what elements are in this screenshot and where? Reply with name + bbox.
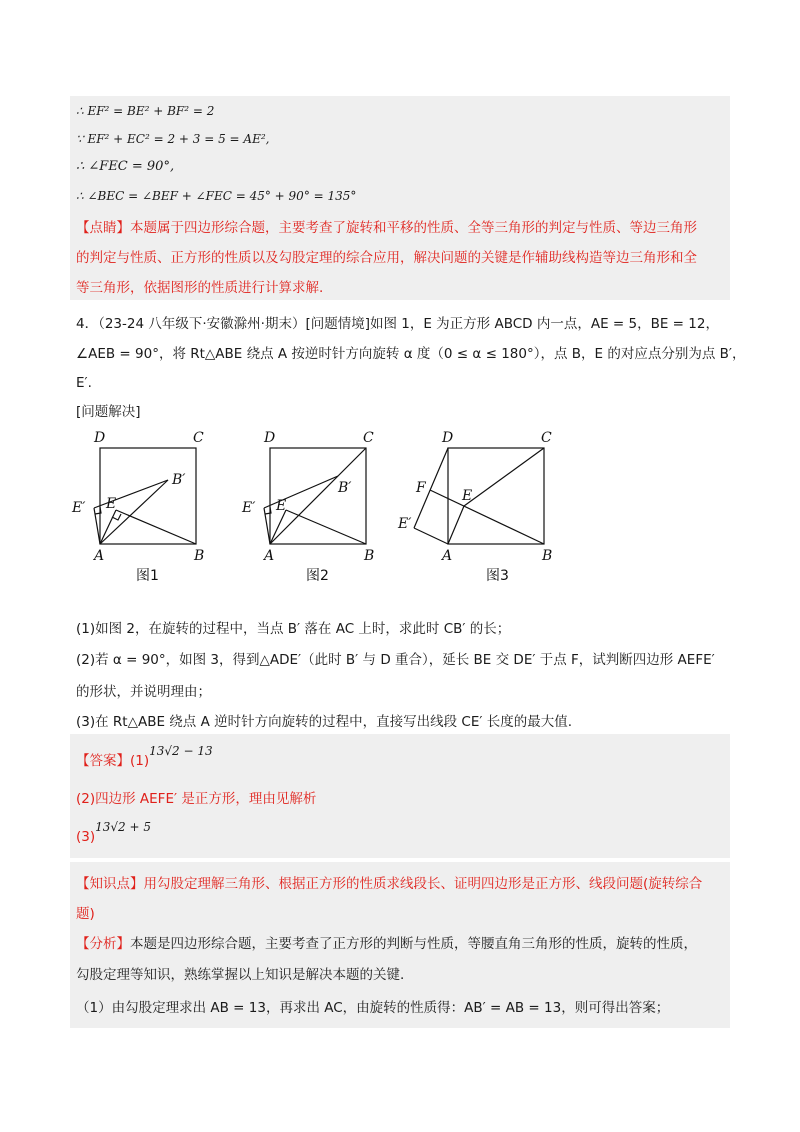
subquestion-1: (1)如图 2，在旋转的过程中，当点 B′ 落在 AC 上时，求此时 CB′ 的长； bbox=[76, 621, 511, 637]
fig3-label-B: B bbox=[542, 548, 553, 564]
answer-1-prefix: (1) bbox=[130, 753, 150, 769]
section-heading: [问题解决] bbox=[76, 404, 141, 420]
answer-3-prefix: (3) bbox=[76, 829, 96, 845]
figure-1 bbox=[68, 428, 228, 588]
analysis-line-1 bbox=[76, 934, 697, 954]
dianjing-line-2: 的判定与性质、正方形的性质以及勾股定理的综合应用，解决问题的关键是作辅助线构造等边三角形和全 bbox=[76, 250, 697, 266]
fig1-label-Ep: E′ bbox=[72, 500, 86, 516]
knowledge-line-1 bbox=[76, 874, 702, 894]
analysis-tag: 【分析】 bbox=[76, 936, 130, 952]
step-line-1: ∴ EF² = BE² + BF² = 2 bbox=[76, 104, 215, 118]
fig2-label-D: D bbox=[264, 430, 276, 446]
fig2-label-E: E bbox=[276, 498, 287, 514]
knowledge-line-2: 题) bbox=[76, 906, 95, 922]
knowledge-text-1: 用勾股定理解三角形、根据正方形的性质求线段长、证明四边形是正方形、线段问题(旋转综合 bbox=[143, 876, 703, 892]
analysis-text-1: 本题是四边形综合题，主要考查了正方形的判断与性质，等腰直角三角形的性质，旋转的性质， bbox=[130, 936, 697, 952]
figure-3 bbox=[400, 428, 560, 588]
fig3-caption: 图3 bbox=[486, 568, 509, 584]
figure-2 bbox=[238, 428, 398, 588]
answer-line-3 bbox=[76, 820, 151, 847]
answer-line-2: (2)四边形 AEFE′ 是正方形，理由见解析 bbox=[76, 791, 317, 807]
dianjing-line-3: 等三角形，依据图形的性质进行计算求解. bbox=[76, 280, 324, 296]
answer-line-1 bbox=[76, 744, 213, 771]
answer-1-value: 13√2 − 13 bbox=[149, 744, 213, 758]
subquestion-2b: 的形状，并说明理由； bbox=[76, 684, 211, 700]
fig3-label-A: A bbox=[442, 548, 453, 564]
answer-3-value: 13√2 + 5 bbox=[95, 820, 151, 834]
question-line-2: ∠AEB = 90°，将 Rt△ABE 绕点 A 按逆时针方向旋转 α 度（0 ≤ α ≤ 180°），点 B，E 的对应点分别为点 B′， bbox=[76, 346, 746, 362]
dianjing-text-1: 本题属于四边形综合题，主要考查了旋转和平移的性质、全等三角形的判定与性质、等边三角形 bbox=[130, 220, 697, 236]
question-line-3: E′. bbox=[76, 375, 92, 391]
answer-tag: 【答案】 bbox=[76, 753, 130, 769]
fig3-label-E: E bbox=[462, 488, 473, 504]
knowledge-tag: 【知识点】 bbox=[76, 876, 144, 892]
fig1-caption: 图1 bbox=[136, 568, 159, 584]
fig1-label-A: A bbox=[94, 548, 105, 564]
analysis-line-2: 勾股定理等知识，熟练掌握以上知识是解决本题的关键. bbox=[76, 967, 405, 983]
fig2-label-C: C bbox=[363, 430, 374, 446]
fig3-label-C: C bbox=[541, 430, 552, 446]
fig2-label-B: B bbox=[364, 548, 375, 564]
dianjing-line-1 bbox=[76, 218, 697, 238]
step-line-4: ∴ ∠BEC = ∠BEF + ∠FEC = 45° + 90° = 135° bbox=[76, 189, 357, 203]
analysis-line-3: （1）由勾股定理求出 AB = 13，再求出 AC，由旋转的性质得：AB′ = AB = 13，则可得出答案； bbox=[76, 1000, 670, 1016]
fig2-caption: 图2 bbox=[306, 568, 329, 584]
fig1-label-Bp: B′ bbox=[172, 472, 186, 488]
fig2-label-Bp: B′ bbox=[338, 480, 352, 496]
step-line-2: ∵ EF² + EC² = 2 + 3 = 5 = AE², bbox=[76, 132, 270, 146]
step-line-3: ∴ ∠FEC = 90°, bbox=[76, 159, 175, 174]
fig1-label-B: B bbox=[194, 548, 205, 564]
dianjing-tag: 【点睛】 bbox=[76, 220, 130, 236]
fig3-label-Ep: E′ bbox=[398, 516, 412, 532]
fig2-label-Ep: E′ bbox=[242, 500, 256, 516]
fig1-label-C: C bbox=[193, 430, 204, 446]
fig3-label-D: D bbox=[442, 430, 454, 446]
question-line-1: 4．（23-24 八年级下·安徽滁州·期末）[问题情境]如图 1，E 为正方形 ABCD 内一点，AE = 5，BE = 12， bbox=[76, 316, 719, 332]
fig1-label-D: D bbox=[94, 430, 106, 446]
fig2-label-A: A bbox=[264, 548, 275, 564]
fig3-label-F: F bbox=[416, 480, 426, 496]
subquestion-2a: (2)若 α = 90°，如图 3，得到△ADE′（此时 B′ 与 D 重合），延长 BE 交 DE′ 于点 F，试判断四边形 AEFE′ bbox=[76, 652, 715, 668]
fig1-label-E: E bbox=[106, 496, 117, 512]
subquestion-3: (3)在 Rt△ABE 绕点 A 逆时针方向旋转的过程中，直接写出线段 CE′ 长度的最大值. bbox=[76, 714, 572, 730]
